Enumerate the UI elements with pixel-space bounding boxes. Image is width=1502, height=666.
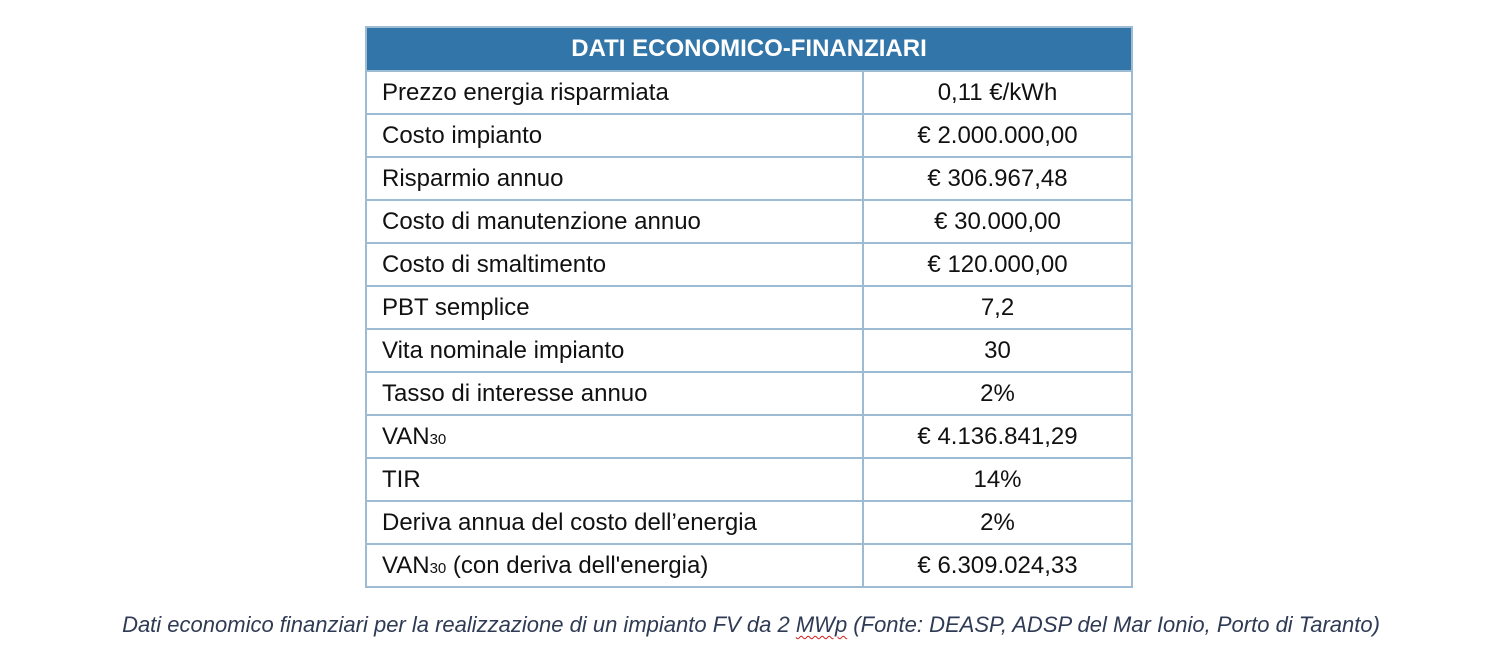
financial-data-table-container [365,26,1131,588]
row-label: TIR [366,458,863,501]
row-label [366,415,863,458]
row-label: Deriva annua del costo dell’energia [366,501,863,544]
row-label-subscript: 30 [429,430,447,448]
financial-data-table [365,26,1133,588]
row-value: 30 [863,329,1132,372]
row-label: PBT semplice [366,286,863,329]
table-row [366,243,1132,286]
table-caption [0,612,1502,638]
row-label: Risparmio annuo [366,157,863,200]
row-value: € 4.136.841,29 [863,415,1132,458]
row-label-main: VAN [382,551,430,579]
row-label: Costo di smaltimento [366,243,863,286]
caption-spellcheck-word: MWp [795,612,848,637]
row-value: € 30.000,00 [863,200,1132,243]
caption-text-end: (Fonte: DEASP, ADSP del Mar Ionio, Porto di Taranto) [847,612,1380,637]
row-value: 7,2 [863,286,1132,329]
table-row [366,114,1132,157]
row-value: € 2.000.000,00 [863,114,1132,157]
row-value: € 306.967,48 [863,157,1132,200]
row-label: Prezzo energia risparmiata [366,71,863,114]
row-value: 2% [863,501,1132,544]
caption-text-start: Dati economico finanziari per la realizzazione di un impianto FV da 2 [122,612,796,637]
table-row [366,501,1132,544]
row-label-subscript: 30 [429,559,447,577]
table-row [366,458,1132,501]
table-row [366,415,1132,458]
table-row [366,71,1132,114]
table-row [366,544,1132,587]
row-label-rest: (con deriva dell'energia) [446,551,709,579]
row-label: Costo impianto [366,114,863,157]
row-value: € 6.309.024,33 [863,544,1132,587]
table-row [366,372,1132,415]
row-value: 0,11 €/kWh [863,71,1132,114]
table-header-row [366,27,1132,71]
row-label: Costo di manutenzione annuo [366,200,863,243]
table-row [366,200,1132,243]
row-value: 2% [863,372,1132,415]
table-title: DATI ECONOMICO-FINANZIARI [366,27,1132,71]
row-label: Tasso di interesse annuo [366,372,863,415]
table-row [366,157,1132,200]
row-label-main: VAN [382,422,430,450]
row-value: 14% [863,458,1132,501]
table-row [366,329,1132,372]
row-label: Vita nominale impianto [366,329,863,372]
table-row [366,286,1132,329]
row-value: € 120.000,00 [863,243,1132,286]
row-label [366,544,863,587]
